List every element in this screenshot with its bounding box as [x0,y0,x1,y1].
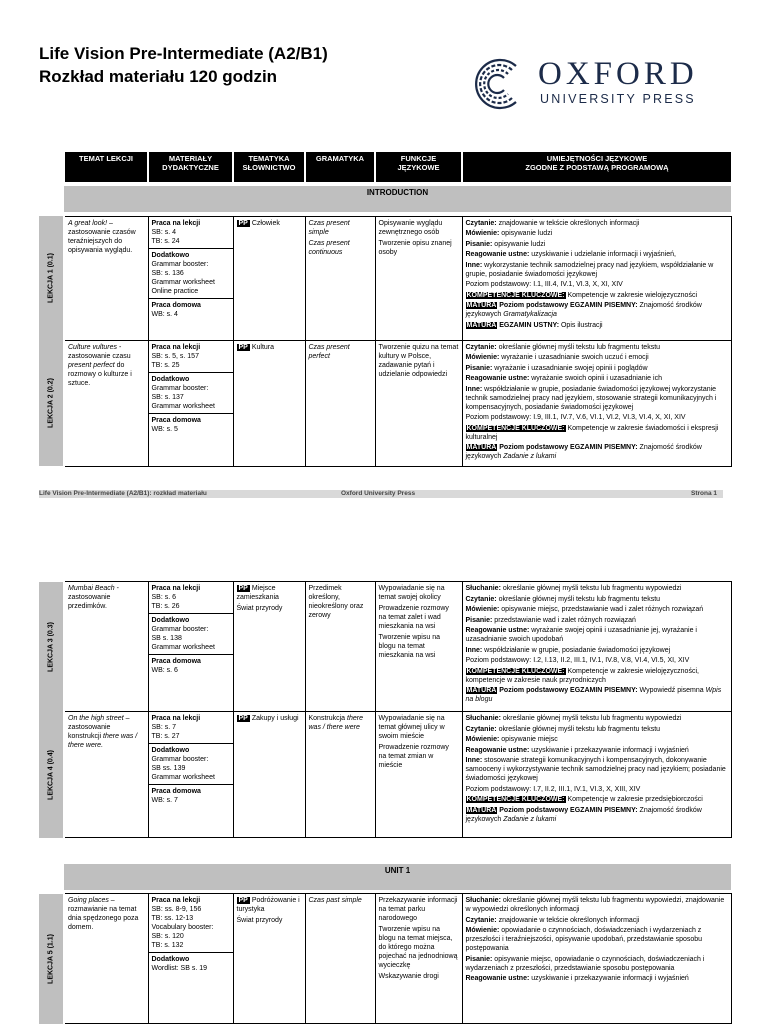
logo-wordmark: OXFORD [538,56,698,92]
title-line-1: Life Vision Pre-Intermediate (A2/B1) [39,44,328,63]
lesson-row [39,582,731,712]
lesson-row [39,340,731,466]
lesson-vocabulary: PP Zakupy i usługi [233,712,305,838]
lesson-label: LEKCJA 3 (0.3) [39,582,64,712]
lesson-label: LEKCJA 5 (1.1) [39,894,64,1024]
lesson-vocabulary: PP Kultura [233,340,305,466]
lesson-vocabulary: PP Człowiek [233,216,305,340]
lesson-label: LEKCJA 1 (0.1) [39,216,64,340]
oxford-emblem-icon [468,56,528,112]
plan-table-top [39,152,732,467]
lesson-functions: Tworzenie quizu na temat kultury w Polsce, zadawanie pytań i udzielanie odpowiedzi [375,340,462,466]
section-introduction [39,186,731,212]
lesson-topic: Going places – rozmawianie na temat dnia spędzonego poza domem. [64,894,148,1024]
lesson-row [39,712,731,838]
lesson-functions: Przekazywanie informacji na temat parku narodowego Tworzenie wpisu na blogu na temat miejsca, do którego można pojechać na jednodniową wycieczkę Wskazywanie drogi [375,894,462,1024]
plan-table-bottom [39,581,732,1024]
header-skills: UMIEJĘTNOŚCI JĘZYKOWE ZGODNE Z PODSTAWĄ PROGRAMOWĄ [462,152,731,182]
lesson-grammar: Konstrukcja there was / there were [305,712,375,838]
logo-subtitle: UNIVERSITY PRESS [540,92,696,106]
oxford-logo [468,56,718,110]
lesson-functions: Wypowiadanie się na temat głównej ulicy w swoim mieście Prowadzenie rozmowy na temat zmian w mieście [375,712,462,838]
lesson-skills: Czytanie: określanie głównej myśli tekstu lub fragmentu tekstu Mówienie: wyrażanie i uzasadnianie swoich uczuć i emocji Pisanie: wyrażanie i uzasadnianie swojej opinii i poglądów Reagowanie ustne: wyrażanie swoich opinii i uzasadnianie ich Inne: współdziałanie w grupie, posiadanie świadomości językowej wykorzystanie technik samodzielnej pracy nad językiem, stosowanie strategii komunikacyjnych i kompensacyjnych, posiadanie świadomości językowej Poziom podstawowy: I.9, III.1, IV.7, V.6, VI.1, VI.2, VI.3, VI.4, X, XI, XIV KOMPETENCJE KLUCZOWE: Kompetencje w zakresie świadomości i ekspresji kulturalnej MATURA Poziom podstawowy EGZAMIN PISEMNY: Znajomość środków językowych Zadanie z lukami [462,340,731,466]
lesson-functions: Wypowiadanie się na temat swojej okolicy Prowadzenie rozmowy na temat zalet i wad mieszkania na wsi Tworzenie wpisu na blogu na temat mieszkania na wsi [375,582,462,712]
page-footer [39,490,723,498]
lesson-materials: Praca na lekcji SB: s. 6 TB: s. 26 Dodatkowo Grammar booster: SB s. 138 Grammar worksheet Praca domowa WB: s. 6 [148,582,233,712]
lesson-row [39,216,731,340]
section-title: UNIT 1 [64,864,731,890]
lesson-skills: Czytanie: znajdowanie w tekście określonych informacji Mówienie: opisywanie ludzi Pisanie: opisywanie ludzi Reagowanie ustne: uzyskiwanie i udzielanie informacji i wyjaśnień, Inne: wykorzystanie technik samodzielnej pracy nad językiem, współdziałanie w grupie, posiadanie świadomości językowej Poziom podstawowy: I.1, III.4, IV.1, VI.3, X, XI, XIV KOMPETENCJE KLUCZOWE: Kompetencje w zakresie wielojęzyczności MATURA Poziom podstawowy EGZAMIN PISEMNY: Znajomość środków językowych Gramatykalizacja MATURA EGZAMIN USTNY: Opis ilustracji [462,216,731,340]
lesson-grammar: Czas past simple [305,894,375,1024]
lesson-topic: A great look! – zastosowanie czasów teraźniejszych do opisywania wyglądu. [64,216,148,340]
lesson-skills: Słuchanie: określanie głównej myśli tekstu lub fragmentu wypowiedzi, znajdowanie w wypowiedzi określonych informacji Czytanie: znajdowanie w tekście określonych informacji Mówienie: opowiadanie o czynnościach, doświadczeniach i wydarzeniach z przeszłości i teraźniejszości, opisywanie upodobań, przedstawianie sposobu postępowania Pisanie: opisywanie miejsc, opowiadanie o czynnościach, doświadczeniach i wydarzeniach z przeszłości, przedstawianie sposobu postępowania Reagowanie ustne: uzyskiwanie i przekazywanie informacji i wyjaśnień [462,894,731,1024]
lesson-vocabulary: PP Podróżowanie i turystyka Świat przyrody [233,894,305,1024]
lesson-materials: Praca na lekcji SB: ss. 8-9, 156 TB: ss. 12-13 Vocabulary booster: SB: s. 120 TB: s. 132 Dodatkowo Wordlist: SB s. 19 [148,894,233,1024]
lesson-materials: Praca na lekcji SB: s. 4 TB: s. 24 Dodatkowo Grammar booster: SB: s. 136 Grammar worksheet Online practice Praca domowa WB: s. 4 [148,216,233,340]
lesson-materials: Praca na lekcji SB: s. 7 TB: s. 27 Dodatkowo Grammar booster: SB ss. 139 Grammar worksheet Praca domowa WB: s. 7 [148,712,233,838]
title-line-2: Rozkład materiału 120 godzin [39,67,278,86]
lesson-materials: Praca na lekcji SB: s. 5, s. 157 TB: s. 25 Dodatkowo Grammar booster: SB: s. 137 Grammar worksheet Praca domowa WB: s. 5 [148,340,233,466]
lesson-skills: Słuchanie: określanie głównej myśli tekstu lub fragmentu wypowiedzi Czytanie: określanie głównej myśli tekstu lub fragmentu tekstu Mówienie: opisywanie miejsc Reagowanie ustne: uzyskiwanie i przekazywanie informacji i wyjaśnień Inne: stosowanie strategii komunikacyjnych i kompensacyjnych, dokonywanie samooceny i wykorzystywanie technik samodzielnej pracy nad językiem; posiadanie świadomości językowej Poziom podstawowy: I.7, II.2, III.1, IV.1, VI.3, X, XIII, XIV KOMPETENCJE KLUCZOWE: Kompetencje w zakresie przedsiębiorczości MATURA Poziom podstawowy EGZAMIN PISEMNY: Znajomość środków językowych Zadanie z lukami [462,712,731,838]
lesson-topic: Mumbai Beach - zastosowanie przedimków. [64,582,148,712]
header-topic: TEMAT LEKCJI [64,152,148,182]
lesson-label: LEKCJA 2 (0.2) [39,340,64,466]
section-title: INTRODUCTION [64,186,731,212]
lesson-grammar: Przedimek określony, nieokreślony oraz zerowy [305,582,375,712]
header-grammar: GRAMATYKA [305,152,375,182]
footer-left: Life Vision Pre-Intermediate (A2/B1): rozkład materiału [39,490,207,497]
lesson-functions: Opisywanie wyglądu zewnętrznego osób Tworzenie opisu znanej osoby [375,216,462,340]
lesson-skills: Słuchanie: określanie głównej myśli tekstu lub fragmentu wypowiedzi Czytanie: określanie głównej myśli tekstu lub fragmentu tekstu Mówienie: opisywanie miejsc, przedstawianie wad i zalet różnych rozwiązań Pisanie: przedstawianie wad i zalet różnych rozwiązań Reagowanie ustne: wyrażanie swojej opinii i uzasadnianie jej, wyrażanie i uzasadnianie swoich upodobań Inne: współdziałanie w grupie, posiadanie świadomości językowej Poziom podstawowy: I.2, I.13, II.2, III.1, IV.1, IV.8, V.8, VI.4, VI.5, XI, XIV KOMPETENCJE KLUCZOWE: Kompetencje w zakresie wielojęzyczności, kompetencje w zakresie nauk przyrodniczych MATURA Poziom podstawowy EGZAMIN PISEMNY: Wypowiedź pisemna Wpis na blogu [462,582,731,712]
header-row [39,152,731,182]
footer-center: Oxford University Press [341,490,416,497]
header-materials: MATERIAŁY DYDAKTYCZNE [148,152,233,182]
lesson-grammar: Czas present simple Czas present continuous [305,216,375,340]
lesson-topic: Culture vultures - zastosowanie czasu present perfect do rozmowy o kulturze i sztuce. [64,340,148,466]
lesson-row [39,894,731,1024]
lesson-topic: On the high street – zastosowanie konstrukcji there was / there were. [64,712,148,838]
lesson-vocabulary: PP Miejsce zamieszkania Świat przyrody [233,582,305,712]
lesson-label: LEKCJA 4 (0.4) [39,712,64,838]
lesson-grammar: Czas present perfect [305,340,375,466]
footer-page: Strona 1 [690,490,717,497]
header-vocabulary: TEMATYKA SŁOWNICTWO [233,152,305,182]
document-title [39,42,328,88]
section-unit-1 [39,864,731,890]
header-functions: FUNKCJE JĘZYKOWE [375,152,462,182]
